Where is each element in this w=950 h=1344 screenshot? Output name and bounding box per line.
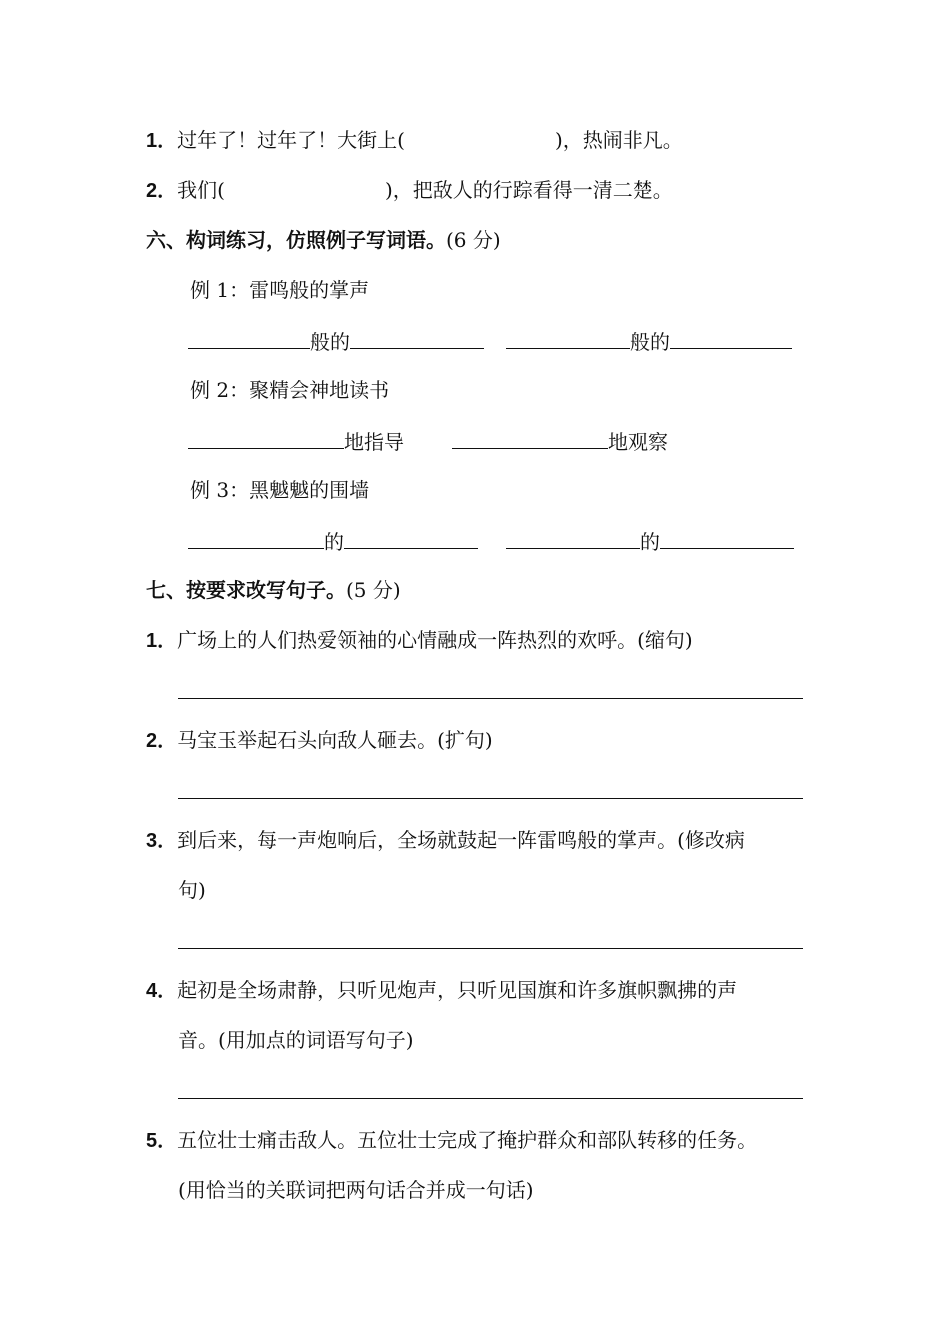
question-text: 到后来，每一声炮响后，全场就鼓起一阵雷鸣般的掌声。(修改病 [177,828,745,852]
item-number: 4． [146,980,178,1002]
connector-word: 般的 [630,330,670,354]
item-number: 2． [146,730,178,752]
sentence-start: 过年了！过年了！大街上( [177,128,405,152]
item-number: 2． [146,180,178,202]
blank-field[interactable] [670,326,792,349]
section-7-heading [146,576,401,604]
section-6-heading [146,226,501,254]
section-title: 七、按要求改写句子。 [146,578,346,602]
blank-field[interactable] [188,426,344,449]
example-3-blanks [188,526,794,556]
blank-field[interactable] [506,326,630,349]
question-text: 马宝玉举起石头向敌人砸去。(扩句) [177,728,493,752]
q5-item-2 [146,176,673,205]
sentence-start: 我们( [177,178,225,202]
section-score: (6 分) [446,228,501,252]
answer-line[interactable] [178,698,803,699]
example-2-label: 例 2：聚精会神地读书 [190,378,390,402]
item-number: 1． [146,630,178,652]
item-number: 5． [146,1130,178,1152]
blank-field[interactable] [660,526,794,549]
blank-field[interactable] [344,526,478,549]
example-3-label: 例 3：黑魆魆的围墙 [190,478,370,502]
answer-line[interactable] [178,1098,803,1099]
sentence-end: )，把敌人的行踪看得一清二楚。 [384,178,673,202]
connector-word: 地指导 [344,430,404,454]
q7-item-1 [146,626,693,655]
q7-item-2 [146,726,493,755]
section-score: (5 分) [346,578,401,602]
question-text: 五位壮士痛击敌人。五位壮士完成了掩护群众和部队转移的任务。 [177,1128,758,1152]
blank-field[interactable] [452,426,608,449]
example-1-label: 例 1：雷鸣般的掌声 [190,278,370,302]
section-title: 六、构词练习，仿照例子写词语。 [146,228,446,252]
blank-field[interactable] [506,526,640,549]
answer-line[interactable] [178,798,803,799]
item-number: 1． [146,130,178,152]
blank-field[interactable] [188,326,310,349]
q7-item-3-continued: 句) [178,878,206,902]
example-2-blanks [188,426,668,456]
question-text: 广场上的人们热爱领袖的心情融成一阵热烈的欢呼。(缩句) [177,628,693,652]
connector-word: 的 [324,530,344,554]
connector-word: 的 [640,530,660,554]
q7-item-5 [146,1126,757,1155]
connector-word: 地观察 [608,430,668,454]
answer-line[interactable] [178,948,803,949]
blank-field[interactable] [350,326,484,349]
connector-word: 般的 [310,330,350,354]
q7-item-4 [146,976,737,1005]
q5-item-1 [146,126,683,155]
q7-item-3 [146,826,745,855]
sentence-end: )，热闹非凡。 [554,128,683,152]
question-text: 起初是全场肃静，只听见炮声，只听见国旗和许多旗帜飘拂的声 [177,978,738,1002]
example-1-blanks [188,326,792,356]
q7-item-4-continued: 音。(用加点的词语写句子) [178,1028,414,1052]
blank-field[interactable] [188,526,324,549]
q7-item-5-continued: (用恰当的关联词把两句话合并成一句话) [178,1178,534,1202]
item-number: 3． [146,830,178,852]
